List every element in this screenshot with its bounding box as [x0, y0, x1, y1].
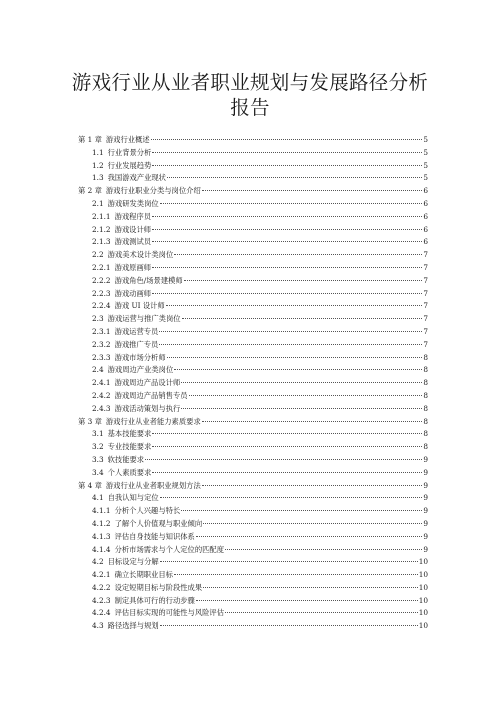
toc-entry-number: 4.2.4: [92, 608, 111, 618]
toc-dot-leader: [202, 485, 423, 486]
toc-entry-page: 8: [423, 378, 428, 388]
toc-entry-page: 9: [423, 506, 428, 516]
toc-entry-label: 路径选择与规划: [107, 621, 159, 631]
toc-entry-label: 游戏角色/场景建模师: [114, 275, 183, 285]
toc-dot-leader: [151, 139, 423, 140]
toc-entry[interactable]: [78, 390, 428, 403]
toc-entry[interactable]: [78, 352, 428, 365]
toc-dot-leader: [196, 536, 423, 537]
toc-entry[interactable]: [78, 620, 428, 633]
toc-entry[interactable]: [78, 428, 428, 441]
toc-entry[interactable]: [78, 339, 428, 352]
toc-entry-number: 4.1.1: [92, 506, 111, 516]
toc-dot-leader: [152, 472, 422, 473]
toc-entry-label: 游戏原画师: [114, 262, 152, 272]
toc-entry-page: 7: [423, 275, 428, 285]
toc-entry-label: 评估目标实现的可能性与风险评估: [114, 608, 225, 618]
toc-entry-number: 2.4.2: [92, 390, 111, 400]
toc-entry-label: 游戏测试员: [114, 237, 152, 247]
toc-entry[interactable]: [78, 160, 428, 173]
toc-entry-page: 9: [423, 531, 428, 541]
toc-entry-number: 3.4: [92, 467, 104, 477]
toc-entry-page: 7: [423, 262, 428, 272]
toc-entry-label: 游戏推广专员: [114, 339, 159, 349]
toc-dot-leader: [159, 344, 422, 345]
toc-entry-page: 6: [423, 198, 428, 208]
toc-entry[interactable]: [78, 198, 428, 211]
toc-entry-number: 2.1: [92, 198, 104, 208]
toc-entry-label: 软技能要求: [107, 454, 145, 464]
toc-entry-page: 10: [418, 557, 428, 567]
toc-entry-page: 6: [423, 224, 428, 234]
toc-dot-leader: [167, 177, 422, 178]
toc-dot-leader: [225, 612, 418, 613]
toc-entry-number: 1.2: [92, 160, 104, 170]
toc-entry-number: 4.2: [92, 557, 104, 567]
toc-dot-leader: [167, 357, 423, 358]
toc-dot-leader: [182, 318, 423, 319]
toc-entry-label: 设定短期目标与阶段性成果: [114, 582, 203, 592]
toc-dot-leader: [174, 574, 418, 575]
toc-entry-number: 4.2.1: [92, 570, 111, 580]
toc-entry[interactable]: [78, 403, 428, 416]
toc-dot-leader: [152, 165, 422, 166]
toc-entry-page: 10: [418, 570, 428, 580]
toc-entry-label: 我国游戏产业现状: [107, 173, 166, 183]
toc-entry-number: 2.2.2: [92, 275, 111, 285]
toc-entry-label: 制定具体可行的行动步骤: [114, 595, 195, 605]
toc-entry-number: 2.3.2: [92, 339, 111, 349]
toc-entry-label: 游戏程序员: [114, 211, 152, 221]
toc-entry[interactable]: [78, 595, 428, 608]
toc-dot-leader: [152, 293, 422, 294]
toc-entry-label: 确立长期职业目标: [114, 570, 173, 580]
toc-dot-leader: [152, 152, 422, 153]
toc-entry-number: 2.1.2: [92, 224, 111, 234]
toc-dot-leader: [152, 216, 422, 217]
toc-entry-number: 4.1: [92, 493, 104, 503]
toc-dot-leader: [202, 421, 423, 422]
toc-entry-label: 行业发展趋势: [107, 160, 152, 170]
toc-entry[interactable]: [78, 377, 428, 390]
toc-entry-number: 4.2.3: [92, 595, 111, 605]
toc-dot-leader: [203, 587, 418, 588]
toc-entry-number: 2.4.1: [92, 378, 111, 388]
toc-entry-label: 游戏行业概述: [105, 135, 150, 144]
title-line-1: 游戏行业从业者职业规划与发展路径分析: [71, 71, 429, 94]
toc-entry-page: 9: [423, 454, 428, 464]
table-of-contents: [78, 134, 428, 633]
toc-dot-leader: [152, 446, 422, 447]
toc-entry-number: 2.1.3: [92, 237, 111, 247]
toc-entry-number: 4.1.4: [92, 544, 111, 554]
toc-entry-number: 2.3.3: [92, 352, 111, 362]
toc-dot-leader: [203, 523, 422, 524]
toc-entry-label: 评估自身技能与知识体系: [114, 531, 195, 541]
toc-entry[interactable]: [78, 224, 428, 237]
toc-dot-leader: [174, 254, 422, 255]
toc-dot-leader: [152, 229, 422, 230]
toc-entry-number: 4.3: [92, 621, 104, 631]
toc-entry-label: 游戏行业职业分类与岗位介绍: [105, 186, 201, 196]
toc-entry-label: 行业背景分析: [107, 147, 152, 157]
toc-entry[interactable]: [78, 313, 428, 326]
toc-entry-page: 7: [423, 339, 428, 349]
toc-entry[interactable]: [78, 582, 428, 595]
toc-entry[interactable]: [78, 492, 428, 505]
toc-entry[interactable]: [78, 454, 428, 467]
toc-dot-leader: [181, 408, 422, 409]
toc-entry-label: 基本技能要求: [107, 429, 152, 439]
toc-entry-page: 8: [423, 442, 428, 452]
toc-entry-number: 2.4.3: [92, 403, 111, 413]
toc-entry-page: 8: [423, 429, 428, 439]
toc-entry[interactable]: [78, 607, 428, 620]
toc-dot-leader: [160, 497, 423, 498]
toc-entry-label: 游戏动画师: [114, 288, 152, 298]
toc-dot-leader: [174, 369, 422, 370]
toc-entry[interactable]: [78, 544, 428, 557]
toc-entry[interactable]: [78, 185, 428, 198]
toc-entry[interactable]: [78, 300, 428, 313]
toc-entry-page: 8: [423, 390, 428, 400]
toc-entry-page: 7: [423, 288, 428, 298]
toc-entry-page: 7: [423, 301, 428, 311]
toc-entry-label: 游戏活动策划与执行: [114, 403, 181, 413]
toc-entry-page: 9: [423, 493, 428, 503]
toc-entry[interactable]: [78, 326, 428, 339]
toc-dot-leader: [160, 561, 418, 562]
toc-entry-label: 个人素质要求: [107, 467, 152, 477]
toc-entry-label: 了解个人价值观与职业倾向: [114, 518, 203, 528]
toc-entry-page: 10: [418, 621, 428, 631]
toc-dot-leader: [181, 382, 422, 383]
toc-dot-leader: [160, 203, 423, 204]
toc-dot-leader: [166, 305, 423, 306]
toc-entry-label: 目标设定与分解: [107, 557, 159, 567]
toc-entry-page: 5: [423, 173, 428, 183]
toc-dot-leader: [152, 433, 422, 434]
toc-entry-label: 游戏周边产品销售专员: [114, 390, 188, 400]
toc-entry-number: 2.2.4: [92, 301, 111, 311]
toc-entry-page: 10: [418, 595, 428, 605]
toc-entry[interactable]: [78, 249, 428, 262]
toc-entry-number: 1.1: [92, 147, 104, 157]
toc-entry-number: 4.1.3: [92, 531, 111, 541]
toc-entry[interactable]: [78, 275, 428, 288]
toc-entry-number: 3.2: [92, 442, 104, 452]
title-line-2: 报告: [230, 96, 270, 119]
toc-entry[interactable]: [78, 441, 428, 454]
toc-entry-number: 2.2.3: [92, 288, 111, 298]
toc-entry[interactable]: [78, 569, 428, 582]
toc-entry-number: 第 3 章: [78, 416, 102, 426]
toc-entry-label: 游戏行业从业者职业规划方法: [105, 480, 201, 490]
toc-entry[interactable]: [78, 531, 428, 544]
toc-entry-label: 分析市场需求与个人定位的匹配度: [114, 544, 225, 554]
toc-entry-page: 10: [418, 608, 428, 618]
toc-entry-page: 9: [423, 544, 428, 554]
toc-entry[interactable]: [78, 467, 428, 480]
toc-entry[interactable]: [78, 236, 428, 249]
toc-entry-number: 2.2: [92, 250, 104, 260]
toc-dot-leader: [160, 625, 418, 626]
toc-entry[interactable]: [78, 134, 428, 147]
toc-entry-page: 8: [423, 352, 428, 362]
toc-entry-number: 2.3.1: [92, 326, 111, 336]
toc-dot-leader: [152, 241, 422, 242]
toc-entry-page: 9: [423, 480, 428, 490]
toc-entry-label: 游戏 UI 设计师: [114, 301, 165, 311]
toc-entry[interactable]: [78, 147, 428, 160]
toc-entry-label: 游戏周边产品设计师: [114, 378, 181, 388]
toc-entry-page: 6: [423, 211, 428, 221]
toc-entry-number: 3.1: [92, 429, 104, 439]
toc-entry-page: 10: [418, 582, 428, 592]
toc-dot-leader: [202, 190, 423, 191]
toc-entry-label: 专业技能要求: [107, 442, 152, 452]
toc-entry[interactable]: [78, 211, 428, 224]
toc-entry-label: 自我认知与定位: [107, 493, 159, 503]
toc-dot-leader: [189, 395, 423, 396]
toc-entry-label: 游戏周边产业类岗位: [107, 365, 174, 375]
toc-entry-page: 8: [423, 416, 428, 426]
toc-dot-leader: [184, 280, 423, 281]
toc-entry-label: 游戏运营专员: [114, 326, 159, 336]
toc-entry-label: 分析个人兴趣与特长: [114, 506, 181, 516]
toc-entry[interactable]: [78, 518, 428, 531]
toc-entry-label: 游戏市场分析师: [114, 352, 166, 362]
toc-entry-number: 1.3: [92, 173, 104, 183]
toc-entry-number: 2.2.1: [92, 262, 111, 272]
toc-entry-number: 2.4: [92, 365, 104, 375]
toc-entry[interactable]: [78, 262, 428, 275]
toc-entry-page: 8: [423, 403, 428, 413]
toc-dot-leader: [152, 267, 422, 268]
toc-entry[interactable]: [78, 364, 428, 377]
toc-dot-leader: [196, 600, 418, 601]
toc-entry-number: 第 2 章: [78, 186, 102, 196]
toc-entry-number: 2.1.1: [92, 211, 111, 221]
document-title: [0, 70, 500, 120]
toc-entry-number: 3.3: [92, 454, 104, 464]
toc-dot-leader: [225, 549, 422, 550]
toc-entry-page: 5: [423, 147, 428, 157]
toc-dot-leader: [159, 331, 422, 332]
toc-entry[interactable]: [78, 480, 428, 493]
toc-entry-page: 8: [423, 365, 428, 375]
toc-entry-number: 第 4 章: [78, 480, 102, 490]
toc-entry-number: 第 1 章: [78, 135, 102, 144]
toc-entry-label: 游戏研发类岗位: [107, 198, 159, 208]
toc-entry[interactable]: [78, 172, 428, 185]
toc-entry[interactable]: [78, 288, 428, 301]
toc-entry-label: 游戏运营与推广类岗位: [107, 314, 181, 324]
toc-entry-number: 4.2.2: [92, 582, 111, 592]
toc-entry[interactable]: [78, 505, 428, 518]
toc-entry-label: 游戏美术设计类岗位: [107, 250, 174, 260]
toc-entry-page: 7: [423, 326, 428, 336]
toc-entry-number: 4.1.2: [92, 518, 111, 528]
toc-entry-page: 9: [423, 467, 428, 477]
toc-entry-label: 游戏行业从业者能力素质要求: [105, 416, 201, 426]
toc-entry-page: 5: [423, 160, 428, 170]
toc-entry-page: 7: [423, 314, 428, 324]
toc-entry-page: 7: [423, 250, 428, 260]
toc-entry-page: 9: [423, 518, 428, 528]
toc-entry-number: 2.3: [92, 314, 104, 324]
toc-entry-label: 游戏设计师: [114, 224, 152, 234]
toc-entry-page: 6: [423, 237, 428, 247]
toc-dot-leader: [145, 459, 422, 460]
toc-entry-page: 6: [423, 186, 428, 196]
toc-entry[interactable]: [78, 416, 428, 429]
toc-dot-leader: [181, 510, 422, 511]
toc-entry-page: 5: [423, 135, 428, 144]
toc-entry[interactable]: [78, 556, 428, 569]
